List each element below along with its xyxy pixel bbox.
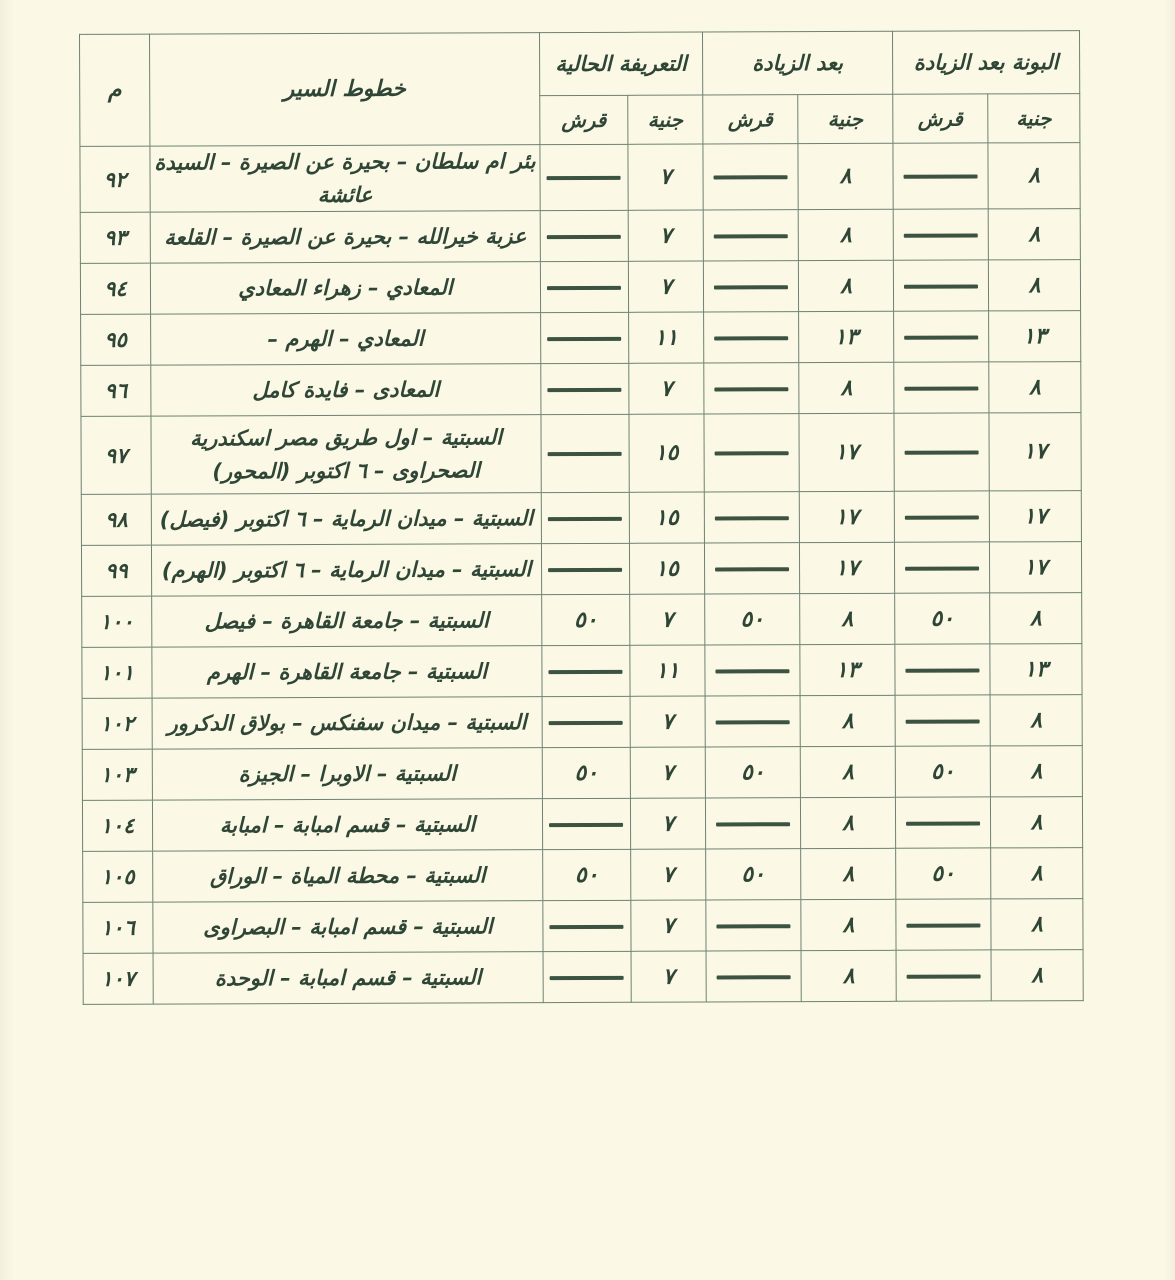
table-row [80,143,1080,213]
cell-current-piastre [540,210,628,261]
cell-after-pound: ١٧ [799,491,894,542]
cell-route-name: السبتية – ميدان الرماية – ٦ اكتوبر (الهرم) [151,544,541,596]
cell-bonus-piastre: ٥٠ [895,593,990,644]
dash-mark-icon [906,719,980,723]
cell-after-pound: ٨ [801,899,896,950]
cell-route-name: السبتية – جامعة القاهرة – الهرم [152,646,542,698]
cell-after-pound: ٨ [801,848,896,899]
cell-bonus-piastre [893,209,988,260]
cell-route-name: السبتية – قسم امبابة – البصراوى [153,901,543,953]
dash-mark-icon [715,669,789,673]
cell-current-pound: ١٥ [629,543,704,594]
cell-current-pound: ١٥ [629,414,704,492]
cell-bonus-piastre [894,542,989,593]
cell-current-piastre [541,543,629,594]
cell-after-piastre [704,312,799,363]
dash-mark-icon [905,566,979,570]
table-row [80,209,1080,264]
cell-current-pound: ٧ [630,594,705,645]
table-row [81,311,1081,366]
dash-mark-icon [904,386,978,390]
header-index: م [79,34,149,146]
cell-route-name: السبتية – جامعة القاهرة – فيصل [152,595,542,647]
cell-after-piastre [704,492,799,543]
dash-mark-icon [549,669,623,673]
dash-mark-icon [905,668,979,672]
dash-mark-icon [550,924,624,928]
cell-after-pound: ٨ [800,746,895,797]
cell-after-pound: ١٣ [799,311,894,362]
cell-current-pound: ٧ [629,363,704,414]
cell-bonus-pound: ١٧ [989,413,1081,491]
cell-bonus-pound: ١٣ [989,311,1081,362]
cell-after-piastre: ٥٠ [705,594,800,645]
cell-row-index: ١٠١ [82,647,152,698]
fare-table [79,30,1084,1005]
dash-mark-icon [550,822,624,826]
table-header [79,31,1079,147]
cell-bonus-piastre [894,311,989,362]
cell-after-pound: ٨ [800,797,895,848]
cell-bonus-piastre [894,413,989,491]
cell-route-name: السبتية – محطة المياة – الوراق [153,850,543,902]
cell-current-piastre [543,951,631,1002]
dash-mark-icon [548,336,622,340]
dash-mark-icon [716,924,790,928]
cell-current-pound: ٧ [630,696,705,747]
cell-current-pound: ٧ [628,144,703,210]
cell-current-pound: ٧ [630,798,705,849]
dash-mark-icon [714,175,788,179]
cell-current-pound: ١٥ [629,492,704,543]
cell-bonus-pound: ٨ [988,143,1080,209]
dash-mark-icon [716,720,790,724]
cell-after-piastre [703,261,798,312]
cell-bonus-piastre [893,143,988,209]
dash-mark-icon [904,335,978,339]
cell-after-piastre [704,363,799,414]
cell-current-piastre [542,798,630,849]
header-routes: خطوط السير [149,33,539,146]
subheader-bonus-piastre: قرش [893,94,988,143]
cell-current-piastre: ٥٠ [542,594,630,645]
cell-current-pound: ٧ [631,951,706,1002]
table-row [82,695,1082,750]
cell-bonus-pound: ٨ [990,593,1082,644]
cell-current-piastre [541,363,629,414]
cell-after-pound: ٨ [798,260,893,311]
dash-mark-icon [550,975,624,979]
cell-after-piastre [703,144,798,210]
cell-bonus-pound: ٨ [988,209,1080,260]
cell-route-name: السبتية – قسم امبابة – الوحدة [153,952,543,1004]
cell-current-piastre: ٥٠ [543,849,631,900]
cell-after-piastre [703,210,798,261]
cell-current-piastre [541,312,629,363]
cell-row-index: ٩٨ [81,494,151,545]
cell-route-name: المعادى – فايدة كامل [151,364,541,416]
cell-after-pound: ١٧ [799,542,894,593]
table-row [82,797,1082,852]
cell-bonus-piastre [895,695,990,746]
dash-mark-icon [906,923,980,927]
cell-route-name: السبتية – ميدان الرماية – ٦ اكتوبر (فيصل) [151,493,541,545]
dash-mark-icon [906,821,980,825]
paper-right-edge-shadow [1165,0,1175,1280]
table-row [81,491,1081,546]
header-group-row [79,31,1079,98]
subheader-after-piastre: قرش [703,95,798,144]
cell-bonus-piastre [895,644,990,695]
dash-mark-icon [714,234,788,238]
cell-current-pound: ٧ [628,210,703,261]
cell-bonus-pound: ١٧ [989,491,1081,542]
cell-bonus-pound: ٨ [990,695,1082,746]
cell-row-index: ١٠٠ [82,596,152,647]
subheader-after-pound: جنية [798,94,893,143]
cell-bonus-pound: ٨ [990,746,1082,797]
cell-row-index: ١٠٧ [83,953,153,1004]
cell-route-name: المعادي – زهراء المعادي [150,262,540,314]
subheader-current-piastre: قرش [540,95,628,144]
cell-current-piastre [540,144,628,210]
dash-mark-icon [547,285,621,289]
cell-row-index: ١٠٣ [82,749,152,800]
table-row [82,746,1082,801]
dash-mark-icon [715,516,789,520]
cell-bonus-piastre: ٥٠ [895,746,990,797]
cell-bonus-pound: ١٣ [990,644,1082,695]
dash-mark-icon [714,285,788,289]
table-row [83,950,1083,1005]
dash-mark-icon [548,452,622,456]
dash-mark-icon [907,974,981,978]
cell-row-index: ٩٩ [81,545,151,596]
cell-after-piastre [704,543,799,594]
cell-route-name: السبتية – اول طريق مصر اسكندرية الصحراوى – ٦ اكتوبر (المحور) [151,415,541,494]
cell-after-piastre [705,696,800,747]
cell-current-piastre [541,492,629,543]
dash-mark-icon [904,175,978,179]
cell-bonus-piastre [893,260,988,311]
fare-table-container [80,30,1084,1005]
cell-route-name: السبتية – قسم امبابة – امبابة [152,799,542,851]
dash-mark-icon [715,567,789,571]
dash-mark-icon [549,567,623,571]
cell-bonus-piastre [894,491,989,542]
cell-current-pound: ٧ [628,261,703,312]
dash-mark-icon [714,336,788,340]
table-row [81,542,1081,597]
cell-current-piastre [543,900,631,951]
cell-row-index: ٩٢ [80,146,150,212]
cell-row-index: ٩٦ [81,365,151,416]
cell-after-pound: ٨ [799,362,894,413]
cell-after-pound: ٨ [800,695,895,746]
table-row [80,260,1080,315]
cell-bonus-piastre [896,950,991,1001]
cell-route-name: عزبة خيرالله – بحيرة عن الصيرة – القلعة [150,211,540,263]
cell-current-pound: ٧ [631,900,706,951]
cell-after-piastre [705,798,800,849]
cell-route-name: السبتية – الاوبرا – الجيزة [152,748,542,800]
table-row [82,644,1082,699]
header-bonus-after-increase: البونة بعد الزيادة [892,31,1079,95]
cell-route-name: السبتية – ميدان سفنكس – بولاق الدكرور [152,697,542,749]
cell-bonus-pound: ٨ [988,260,1080,311]
cell-route-name: المعادي – الهرم – [151,313,541,365]
cell-after-pound: ٨ [798,143,893,209]
cell-after-piastre [706,900,801,951]
cell-bonus-piastre: ٥٠ [896,848,991,899]
cell-current-piastre [542,645,630,696]
cell-current-piastre [541,414,629,492]
cell-bonus-piastre [895,797,990,848]
cell-after-piastre: ٥٠ [706,849,801,900]
cell-after-piastre [704,414,799,492]
cell-row-index: ١٠٦ [83,902,153,953]
cell-row-index: ١٠٢ [82,698,152,749]
cell-after-pound: ١٣ [800,644,895,695]
header-current-tariff: التعريفة الحالية [539,32,702,96]
cell-current-piastre [542,696,630,747]
cell-after-pound: ٨ [800,593,895,644]
cell-bonus-piastre [894,362,989,413]
cell-current-pound: ١١ [629,312,704,363]
cell-bonus-pound: ٨ [991,950,1083,1001]
cell-route-name: بئر ام سلطان – بحيرة عن الصيرة – السيدة عائشة [150,145,540,213]
table-row [81,362,1081,417]
cell-current-pound: ٧ [631,849,706,900]
cell-bonus-pound: ٨ [991,848,1083,899]
dash-mark-icon [905,515,979,519]
subheader-bonus-pound: جنية [988,94,1080,143]
dash-mark-icon [715,451,789,455]
cell-row-index: ٩٤ [80,263,150,314]
paper-left-edge-shadow [0,0,14,1280]
table-body [80,143,1083,1005]
cell-after-pound: ٨ [798,209,893,260]
table-row [83,848,1083,903]
cell-bonus-pound: ٨ [991,899,1083,950]
cell-bonus-pound: ٨ [989,362,1081,413]
cell-row-index: ١٠٥ [83,851,153,902]
dash-mark-icon [547,234,621,238]
cell-after-pound: ٨ [801,950,896,1001]
cell-bonus-piastre [896,899,991,950]
cell-current-piastre: ٥٠ [542,747,630,798]
table-row [83,899,1083,954]
dash-mark-icon [905,451,979,455]
cell-bonus-pound: ١٧ [989,542,1081,593]
cell-after-piastre: ٥٠ [705,747,800,798]
cell-current-pound: ٧ [630,747,705,798]
table-row [81,413,1081,495]
table-row [82,593,1082,648]
dash-mark-icon [549,720,623,724]
dash-mark-icon [904,233,978,237]
header-after-increase: بعد الزيادة [702,31,892,95]
cell-row-index: ١٠٤ [82,800,152,851]
dash-mark-icon [716,822,790,826]
cell-row-index: ٩٣ [80,212,150,263]
cell-after-piastre [706,951,801,1002]
cell-bonus-pound: ٨ [990,797,1082,848]
dash-mark-icon [548,516,622,520]
subheader-current-pound: جنية [628,95,703,144]
cell-current-piastre [540,261,628,312]
dash-mark-icon [547,176,621,180]
dash-mark-icon [717,975,791,979]
dash-mark-icon [548,387,622,391]
dash-mark-icon [904,284,978,288]
cell-row-index: ٩٥ [81,314,151,365]
cell-current-pound: ١١ [630,645,705,696]
cell-after-piastre [705,645,800,696]
dash-mark-icon [714,387,788,391]
cell-row-index: ٩٧ [81,416,151,494]
cell-after-pound: ١٧ [799,413,894,491]
